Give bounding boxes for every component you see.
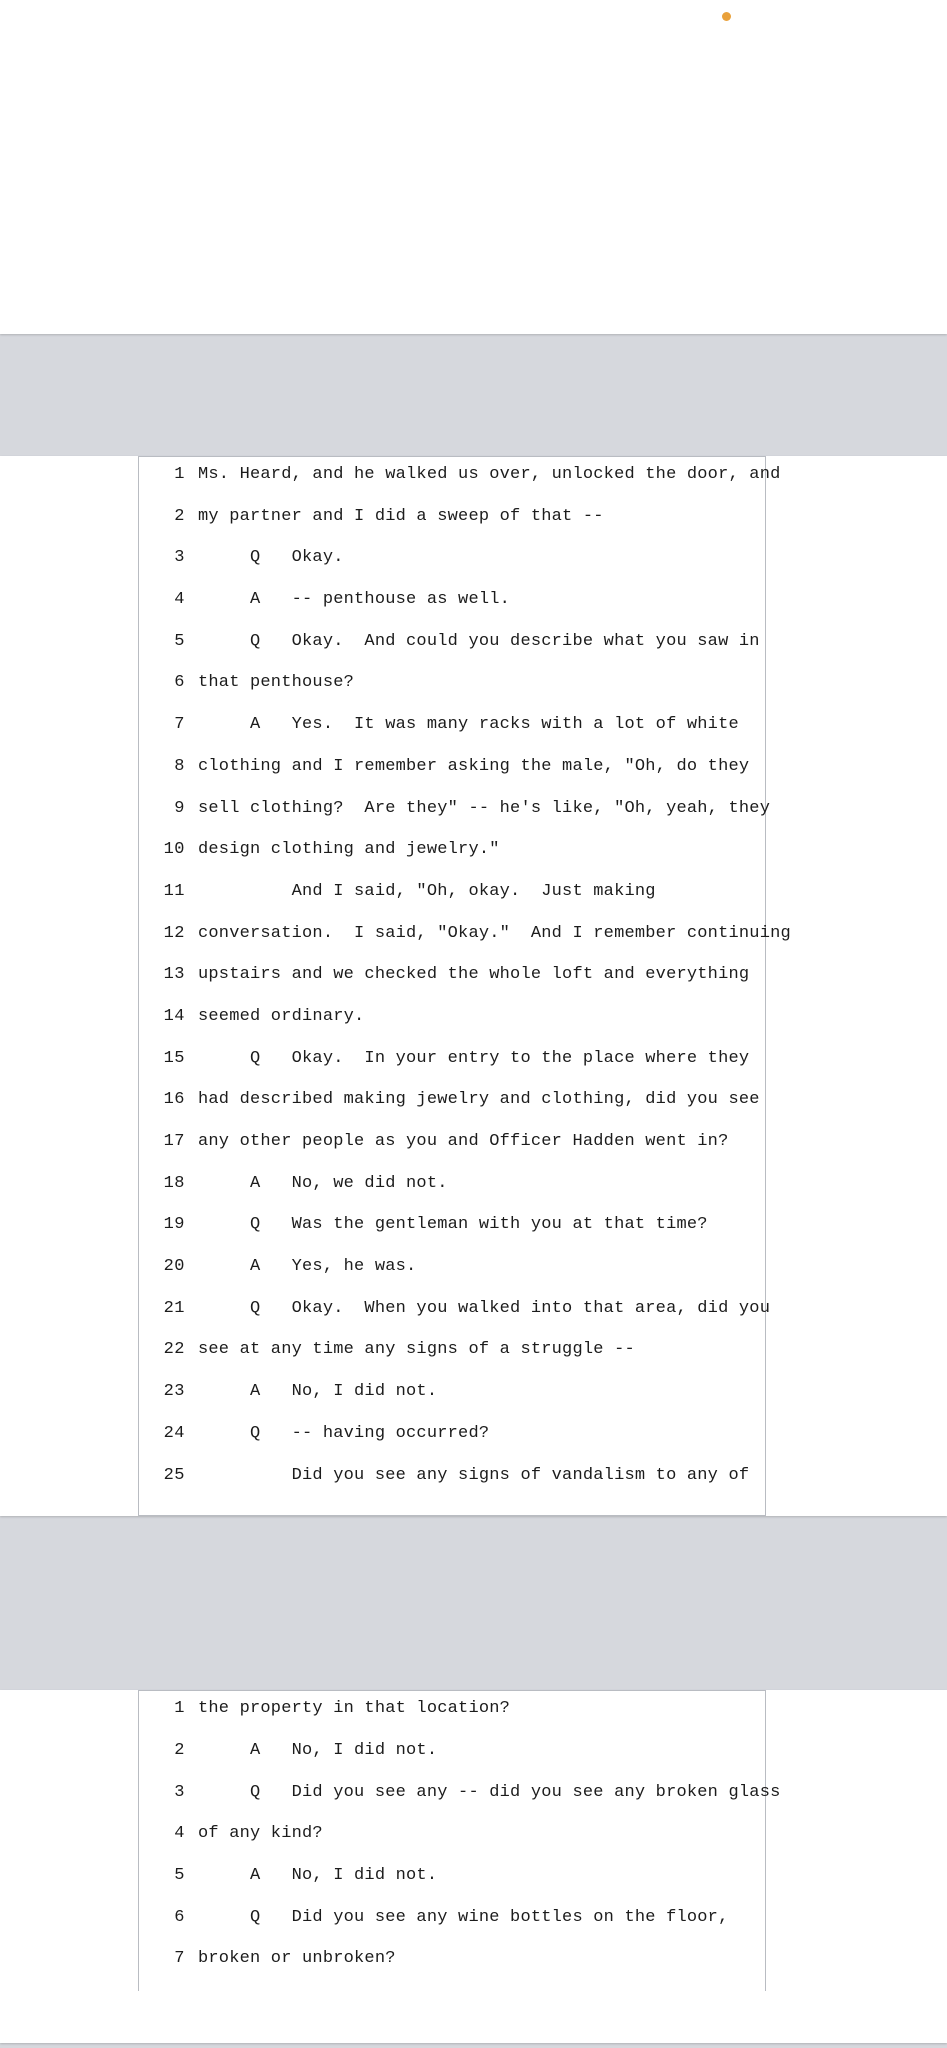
transcript-line (139, 1699, 765, 1741)
transcript-line (139, 1132, 765, 1174)
line-text: A Yes. It was many racks with a lot of white (198, 715, 739, 735)
line-number: 4 (174, 1824, 185, 1844)
transcript-line (139, 1382, 765, 1424)
line-text: sell clothing? Are they" -- he's like, "Oh, yeah, they (198, 798, 771, 818)
transcript-line (139, 548, 765, 590)
transcript-line-list (139, 1699, 781, 1991)
line-number: 19 (163, 1215, 185, 1235)
line-number: 13 (163, 965, 185, 985)
line-number: 23 (163, 1382, 185, 1402)
line-text: And I said, "Oh, okay. Just making (198, 881, 656, 901)
line-text: A No, we did not. (198, 1173, 448, 1193)
line-number: 25 (163, 1465, 185, 1485)
line-number: 15 (163, 1048, 185, 1068)
transcript-line (139, 632, 765, 674)
line-text: A No, I did not. (198, 1740, 438, 1760)
line-number: 16 (163, 1090, 185, 1110)
line-text: any other people as you and Officer Hadden went in? (198, 1132, 729, 1151)
line-number: 3 (174, 1782, 185, 1802)
line-text: Q Did you see any wine bottles on the floor, (198, 1907, 729, 1927)
transcript-line (139, 465, 781, 507)
line-text: Q Did you see any -- did you see any broken glass (198, 1782, 781, 1802)
line-text: Q Okay. In your entry to the place where they (198, 1048, 750, 1068)
transcript-line (139, 1866, 765, 1908)
line-text: broken or unbroken? (198, 1949, 396, 1969)
line-text: A Yes, he was. (198, 1257, 417, 1277)
page-separator (0, 1568, 947, 1590)
transcript-line (139, 1090, 765, 1132)
transcript-page (0, 456, 947, 1516)
line-text: that penthouse? (198, 673, 355, 693)
line-text: see at any time any signs of a struggle -- (198, 1340, 635, 1360)
line-number: 11 (163, 881, 185, 901)
line-text: A -- penthouse as well. (198, 590, 511, 610)
line-text: Q Okay. (198, 548, 344, 568)
transcript-line (139, 507, 765, 549)
line-text: Q Was the gentleman with you at that time? (198, 1215, 708, 1235)
line-number: 8 (174, 756, 185, 776)
line-number: 10 (163, 840, 185, 860)
line-number: 12 (163, 923, 185, 943)
transcript-line (139, 1741, 765, 1783)
line-number: 4 (174, 590, 185, 610)
line-number: 14 (163, 1006, 185, 1026)
line-number: 17 (163, 1132, 185, 1151)
line-number: 2 (174, 1740, 185, 1760)
transcript-line (139, 1049, 765, 1091)
transcript-line (139, 798, 771, 841)
transcript-line (139, 1174, 765, 1216)
transcript-line (139, 1340, 765, 1382)
line-text: A No, I did not. (198, 1865, 438, 1885)
transcript-line (139, 840, 765, 882)
transcript-line (139, 882, 765, 924)
line-number: 24 (163, 1423, 185, 1443)
transcript-line (139, 1424, 765, 1466)
line-number: 1 (174, 465, 185, 484)
line-number: 18 (163, 1173, 185, 1193)
highlight-dot-icon (722, 12, 731, 21)
transcript-page (0, 0, 947, 334)
transcript-line (139, 1257, 765, 1299)
line-text: Q Okay. And could you describe what you saw in (198, 631, 760, 651)
line-number: 3 (174, 548, 185, 568)
line-text: Did you see any signs of vandalism to any of (198, 1465, 750, 1485)
line-text: Ms. Heard, and he walked us over, unlocked the door, and (198, 465, 781, 484)
line-text: Q -- having occurred? (198, 1423, 490, 1443)
transcript-text-frame (138, 1690, 781, 1991)
transcript-line (139, 757, 765, 799)
line-number: 20 (163, 1257, 185, 1277)
transcript-line (139, 1007, 765, 1049)
line-text: Q Okay. When you walked into that area, did you (198, 1298, 771, 1318)
transcript-line (139, 1298, 771, 1341)
line-text: upstairs and we checked the whole loft and everything (198, 965, 750, 985)
transcript-page (0, 1690, 947, 2043)
transcript-line (139, 1782, 781, 1825)
line-text: my partner and I did a sweep of that -- (198, 506, 604, 526)
transcript-line (139, 715, 765, 757)
line-text: A No, I did not. (198, 1382, 438, 1402)
line-text: design clothing and jewelry." (198, 840, 500, 860)
transcript-text-frame (138, 456, 791, 1516)
line-number: 7 (174, 715, 185, 735)
line-number: 22 (163, 1340, 185, 1360)
line-number: 2 (174, 506, 185, 526)
transcript-line (139, 965, 765, 1007)
transcript-line (139, 1908, 765, 1950)
transcript-line-list (139, 465, 791, 1507)
line-number: 6 (174, 673, 185, 693)
line-text: clothing and I remember asking the male, "Oh, do they (198, 756, 750, 776)
transcript-line (139, 1949, 765, 1991)
transcript-line (139, 590, 765, 632)
line-text: seemed ordinary. (198, 1006, 365, 1026)
line-number: 21 (163, 1298, 185, 1318)
transcript-line (139, 1215, 765, 1257)
line-number: 5 (174, 631, 185, 651)
line-number: 9 (174, 798, 185, 818)
page-separator (0, 334, 947, 356)
line-text: had described making jewelry and clothing, did you see (198, 1090, 760, 1110)
transcript-line (139, 673, 765, 715)
line-number: 5 (174, 1865, 185, 1885)
line-text: the property in that location? (198, 1699, 511, 1719)
line-number: 1 (174, 1699, 185, 1719)
line-number: 6 (174, 1907, 185, 1927)
line-text: conversation. I said, "Okay." And I remember continuing (198, 923, 791, 943)
transcript-line (139, 1466, 765, 1508)
transcript-line (139, 1824, 765, 1866)
transcript-line (139, 923, 791, 966)
line-text: of any kind? (198, 1824, 323, 1844)
line-number: 7 (174, 1949, 185, 1969)
